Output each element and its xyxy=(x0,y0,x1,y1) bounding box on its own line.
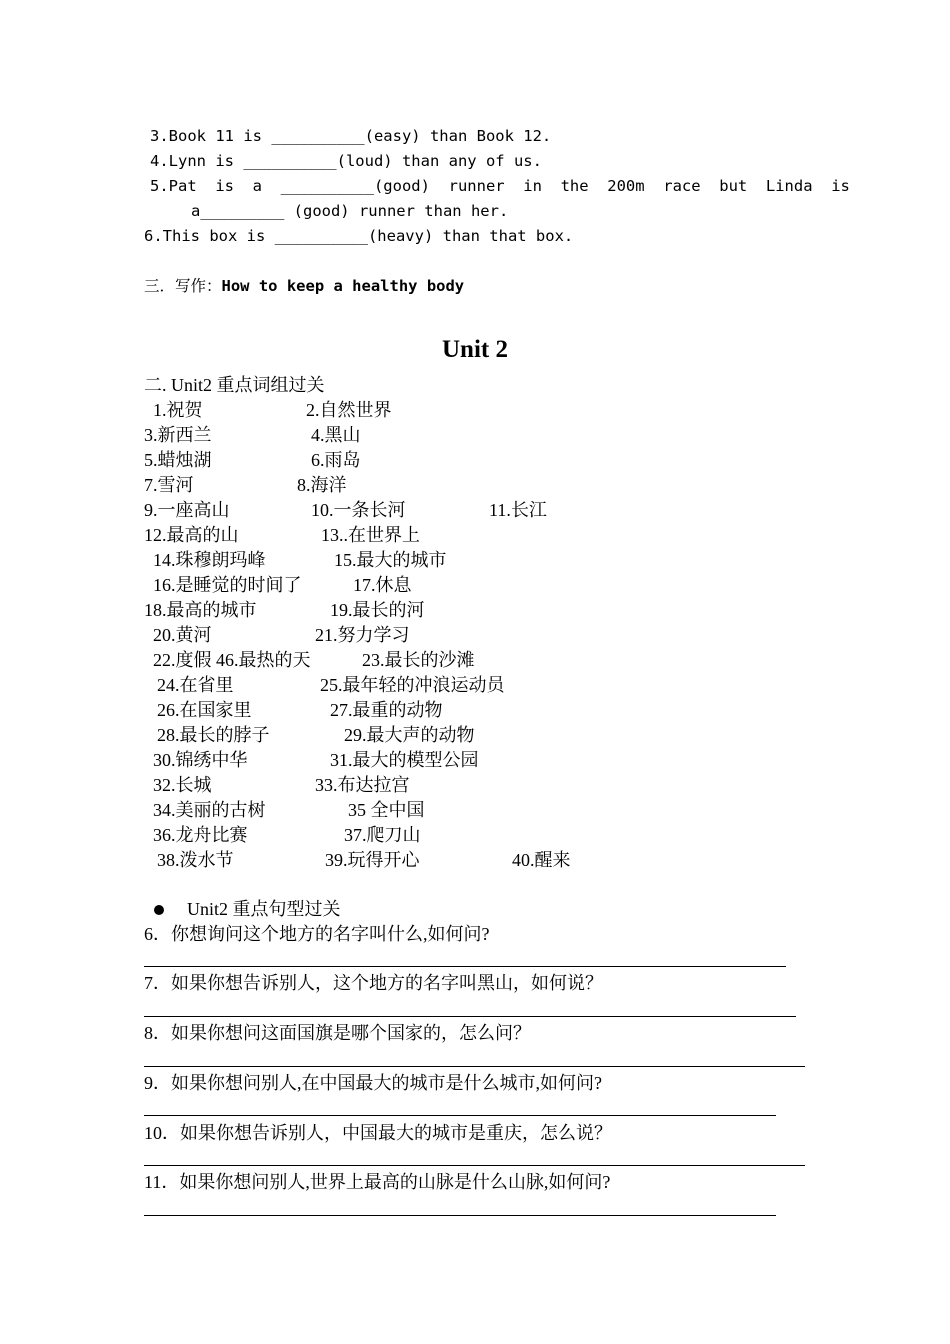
phrase-item: 8.海洋 xyxy=(297,475,347,495)
sentence-prompt-6: 6．你想询问这个地方的名字叫什么,如何问? xyxy=(144,924,490,944)
answer-line[interactable] xyxy=(144,1215,776,1216)
phrase-item: 29.最大声的动物 xyxy=(344,725,475,745)
phrase-item: 27.最重的动物 xyxy=(330,700,443,720)
sentence-prompt-9: 9．如果你想问别人,在中国最大的城市是什么城市,如何问? xyxy=(144,1073,602,1093)
exercise-item-6: 6.This box is __________(heavy) than that box. xyxy=(144,227,574,245)
phrase-item: 23.最长的沙滩 xyxy=(362,650,475,670)
phrase-item: 11.长江 xyxy=(489,500,547,520)
exercise-item-5: 5.Pat is a __________(good) runner in the 200m race but Linda is xyxy=(150,177,850,195)
phrase-item: 20.黄河 xyxy=(153,625,212,645)
sentence-prompt-8: 8．如果你想问这面国旗是哪个国家的，怎么问？ xyxy=(144,1023,531,1043)
exercise-item-3: 3.Book 11 is __________(easy) than Book 12. xyxy=(150,127,552,145)
phrase-item: 28.最长的脖子 xyxy=(157,725,270,745)
phrase-item: 38.泼水节 xyxy=(157,850,234,870)
writing-topic: How to keep a healthy body xyxy=(221,277,465,295)
phrase-item: 40.醒来 xyxy=(512,850,571,870)
phrase-item: 21.努力学习 xyxy=(315,625,410,645)
answer-line[interactable] xyxy=(144,1016,796,1017)
answer-line[interactable] xyxy=(144,966,786,967)
writing-task xyxy=(144,279,464,295)
bullet-icon xyxy=(154,905,164,915)
phrase-item: 3.新西兰 xyxy=(144,425,212,445)
phrase-item: 6.雨岛 xyxy=(311,450,361,470)
phrase-item: 37.爬刀山 xyxy=(344,825,421,845)
unit-title: Unit 2 xyxy=(442,336,508,363)
sentence-prompt-7: 7．如果你想告诉别人，这个地方的名字叫黑山，如何说？ xyxy=(144,973,603,993)
phrase-item: 39.玩得开心 xyxy=(325,850,420,870)
sentences-heading: Unit2 重点句型过关 xyxy=(187,899,341,919)
phrase-item: 13..在世界上 xyxy=(321,525,420,545)
phrase-item: 1.祝贺 xyxy=(153,400,203,420)
phrase-item: 7.雪河 xyxy=(144,475,194,495)
phrase-item: 17.休息 xyxy=(353,575,412,595)
phrase-item: 2.自然世界 xyxy=(306,400,392,420)
phrase-item: 4.黑山 xyxy=(311,425,361,445)
phrase-item: 26.在国家里 xyxy=(157,700,252,720)
phrase-item: 19.最长的河 xyxy=(330,600,425,620)
phrase-item: 5.蜡烛湖 xyxy=(144,450,212,470)
answer-line[interactable] xyxy=(144,1066,805,1067)
phrase-item: 12.最高的山 xyxy=(144,525,239,545)
phrase-item: 30.锦绣中华 xyxy=(153,750,248,770)
exercise-item-5-cont: a_________ (good) runner than her. xyxy=(191,202,509,220)
phrase-item: 22.度假 46.最热的天 xyxy=(153,650,311,670)
answer-line[interactable] xyxy=(144,1165,805,1166)
phrase-item: 32.长城 xyxy=(153,775,212,795)
writing-prefix: 三．写作： xyxy=(144,277,222,295)
phrase-item: 14.珠穆朗玛峰 xyxy=(153,550,266,570)
sentence-prompt-11: 11．如果你想问别人,世界上最高的山脉是什么山脉,如何问? xyxy=(144,1172,611,1192)
phrase-item: 9.一座高山 xyxy=(144,500,230,520)
answer-line[interactable] xyxy=(144,1115,776,1116)
phrase-item: 10.一条长河 xyxy=(311,500,406,520)
phrase-item: 36.龙舟比赛 xyxy=(153,825,248,845)
phrase-item: 24.在省里 xyxy=(157,675,234,695)
phrase-item: 15.最大的城市 xyxy=(334,550,447,570)
exercise-item-4: 4.Lynn is __________(loud) than any of us. xyxy=(150,152,542,170)
phrase-item: 33.布达拉宫 xyxy=(315,775,410,795)
phrase-item: 18.最高的城市 xyxy=(144,600,257,620)
phrase-item: 35 全中国 xyxy=(348,800,425,820)
phrase-item: 34.美丽的古树 xyxy=(153,800,266,820)
phrases-heading: 二. Unit2 重点词组过关 xyxy=(144,375,325,395)
phrase-item: 25.最年轻的冲浪运动员 xyxy=(320,675,505,695)
phrase-item: 16.是睡觉的时间了 xyxy=(153,575,302,595)
sentence-prompt-10: 10．如果你想告诉别人，中国最大的城市是重庆，怎么说？ xyxy=(144,1123,612,1143)
phrase-item: 31.最大的模型公园 xyxy=(330,750,479,770)
